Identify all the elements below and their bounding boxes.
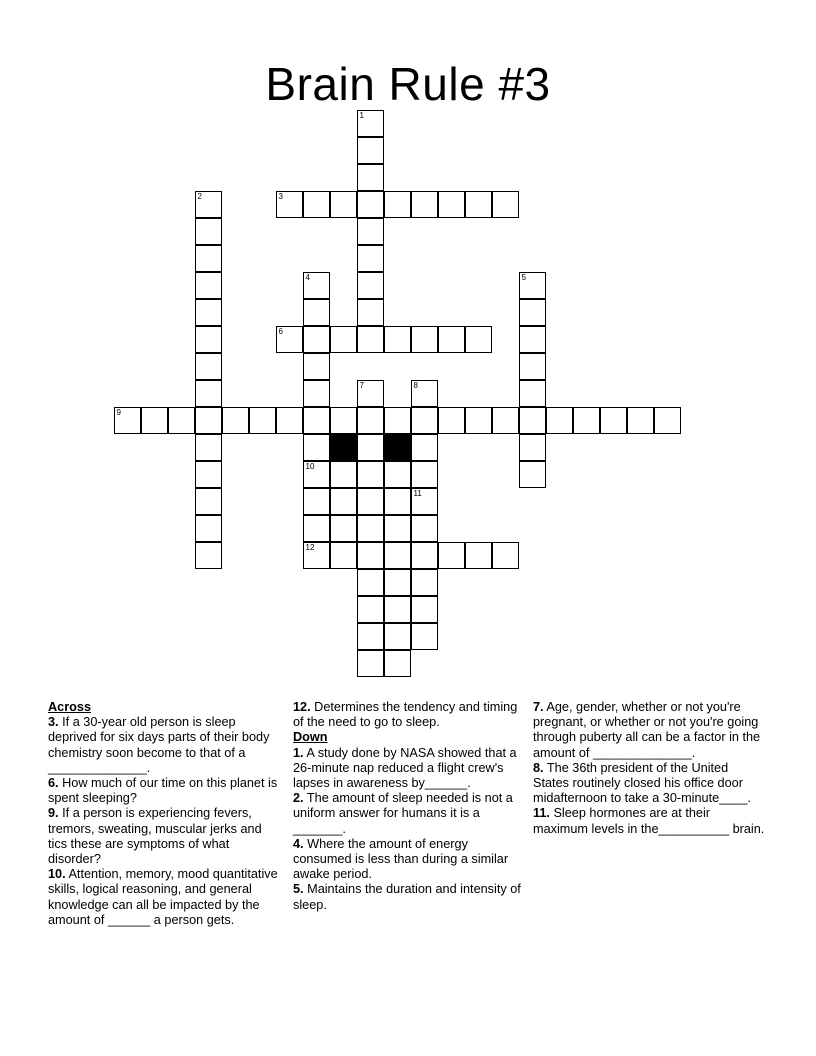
grid-cell-numbered-3[interactable] (276, 191, 303, 218)
clue-text: Where the amount of energy consumed is less than during a similar awake period. (293, 836, 509, 882)
grid-cell[interactable] (411, 596, 438, 623)
grid-cell[interactable] (411, 191, 438, 218)
grid-cell[interactable] (303, 299, 330, 326)
grid-cell[interactable] (465, 326, 492, 353)
clue-number: 4. (293, 836, 304, 851)
grid-cell[interactable] (357, 542, 384, 569)
grid-cell[interactable] (411, 542, 438, 569)
grid-cell[interactable] (357, 164, 384, 191)
grid-cell[interactable] (600, 407, 627, 434)
grid-cell[interactable] (330, 326, 357, 353)
grid-cell[interactable] (519, 353, 546, 380)
clue-text: If a 30-year old person is sleep deprived for six days parts of their body chemistry soon become to that of a ______________. (48, 715, 270, 775)
grid-cell-number: 5 (521, 273, 526, 282)
clue-item (48, 776, 281, 806)
clue-item (533, 806, 766, 836)
grid-cell-numbered-10[interactable] (303, 461, 330, 488)
clue-text: Maintains the duration and intensity of sleep. (293, 882, 521, 912)
clue-number: 5. (293, 882, 304, 897)
grid-cell[interactable] (384, 596, 411, 623)
grid-cell-blocked (384, 434, 411, 461)
grid-cell[interactable] (168, 407, 195, 434)
grid-cell[interactable] (357, 569, 384, 596)
clue-item (48, 867, 281, 928)
grid-cell[interactable] (411, 326, 438, 353)
clue-number: 10. (48, 867, 66, 882)
grid-cell-number: 2 (197, 192, 202, 201)
grid-cell[interactable] (303, 434, 330, 461)
grid-cell-number: 10 (305, 462, 315, 471)
clue-text: Age, gender, whether or not you're pregnant, or whether or not you're going through puberty all can be a factor in the amount of ______________. (533, 700, 761, 760)
grid-cell[interactable] (357, 650, 384, 677)
grid-cell[interactable] (573, 407, 600, 434)
grid-cell[interactable] (195, 218, 222, 245)
grid-cell-numbered-6[interactable] (276, 326, 303, 353)
grid-cell[interactable] (438, 407, 465, 434)
grid-cell-numbered-7[interactable] (357, 380, 384, 407)
clue-item (293, 746, 521, 792)
clue-heading: Down (293, 730, 328, 745)
clue-text: The amount of sleep needed is not a uniform answer for humans it is a _______. (293, 791, 513, 836)
grid-cell[interactable] (465, 407, 492, 434)
grid-cell[interactable] (330, 191, 357, 218)
grid-cell[interactable] (465, 542, 492, 569)
grid-cell[interactable] (357, 218, 384, 245)
grid-cell[interactable] (357, 326, 384, 353)
grid-cell[interactable] (384, 569, 411, 596)
grid-cell-numbered-4[interactable] (303, 272, 330, 299)
grid-cell[interactable] (195, 434, 222, 461)
grid-cell[interactable] (222, 407, 249, 434)
clue-item (48, 715, 281, 776)
grid-cell[interactable] (357, 272, 384, 299)
grid-cell[interactable] (384, 407, 411, 434)
grid-cell[interactable] (411, 623, 438, 650)
grid-cell-numbered-11[interactable] (411, 488, 438, 515)
clue-number: 8. (533, 760, 544, 775)
grid-cell[interactable] (519, 461, 546, 488)
grid-cell-number: 12 (305, 543, 315, 552)
grid-cell[interactable] (303, 191, 330, 218)
clue-column-1 (48, 700, 293, 928)
clue-column-2 (293, 700, 533, 913)
grid-cell[interactable] (195, 380, 222, 407)
grid-cell[interactable] (303, 353, 330, 380)
grid-cell[interactable] (519, 380, 546, 407)
grid-cell-numbered-8[interactable] (411, 380, 438, 407)
clue-item (293, 700, 521, 730)
grid-cell[interactable] (195, 272, 222, 299)
clue-number: 7. (533, 700, 544, 714)
grid-cell[interactable] (330, 542, 357, 569)
clue-text: If a person is experiencing fevers, tremors, sweating, muscular jerks and tics these are symptoms of what disorder? (48, 806, 262, 867)
grid-cell[interactable] (195, 515, 222, 542)
grid-cell[interactable] (141, 407, 168, 434)
clue-number: 3. (48, 715, 59, 730)
grid-cell[interactable] (384, 542, 411, 569)
grid-cell-numbered-1[interactable] (357, 110, 384, 137)
grid-cell[interactable] (438, 542, 465, 569)
grid-cell[interactable] (465, 191, 492, 218)
grid-cell[interactable] (249, 407, 276, 434)
grid-cell[interactable] (384, 623, 411, 650)
clue-number: 9. (48, 806, 59, 821)
grid-cell[interactable] (438, 326, 465, 353)
grid-cell[interactable] (492, 407, 519, 434)
clue-number: 12. (293, 700, 311, 714)
grid-cell[interactable] (357, 137, 384, 164)
grid-cell[interactable] (303, 488, 330, 515)
grid-cell[interactable] (384, 461, 411, 488)
grid-cell[interactable] (357, 488, 384, 515)
grid-cell-numbered-5[interactable] (519, 272, 546, 299)
grid-cell-numbered-2[interactable] (195, 191, 222, 218)
grid-cell[interactable] (411, 461, 438, 488)
grid-cell[interactable] (411, 515, 438, 542)
grid-cell[interactable] (276, 407, 303, 434)
grid-cell[interactable] (357, 191, 384, 218)
grid-cell[interactable] (654, 407, 681, 434)
grid-cell[interactable] (195, 542, 222, 569)
grid-cell[interactable] (492, 542, 519, 569)
grid-cell[interactable] (627, 407, 654, 434)
grid-cell[interactable] (195, 326, 222, 353)
clue-item (48, 806, 281, 867)
grid-cell[interactable] (303, 515, 330, 542)
grid-cell[interactable] (384, 515, 411, 542)
grid-cell[interactable] (411, 434, 438, 461)
grid-cell[interactable] (519, 407, 546, 434)
grid-cell[interactable] (195, 299, 222, 326)
grid-cell[interactable] (384, 650, 411, 677)
grid-cell[interactable] (330, 461, 357, 488)
grid-cell-number: 9 (116, 408, 121, 417)
grid-cell-number: 7 (359, 381, 364, 390)
clue-text: The 36th president of the United States routinely closed his office door midafternoon to take a 30-minute____. (533, 760, 751, 806)
grid-cell[interactable] (519, 299, 546, 326)
grid-cell-number: 8 (413, 381, 418, 390)
grid-cell[interactable] (357, 596, 384, 623)
grid-cell-number: 3 (278, 192, 283, 201)
grid-cell[interactable] (384, 191, 411, 218)
page-title: Brain Rule #3 (265, 57, 551, 110)
grid-cell-numbered-9[interactable] (114, 407, 141, 434)
clues-section (48, 700, 778, 928)
clue-number: 6. (48, 776, 59, 791)
grid-cell[interactable] (330, 488, 357, 515)
grid-cell[interactable] (195, 461, 222, 488)
grid-cell[interactable] (357, 299, 384, 326)
grid-cell-number: 6 (278, 327, 283, 336)
clue-heading: Across (48, 700, 92, 714)
clue-number: 11. (533, 806, 550, 821)
clue-item (293, 837, 521, 883)
grid-cell[interactable] (357, 623, 384, 650)
grid-cell[interactable] (519, 326, 546, 353)
clue-text: Determines the tendency and timing of the need to go to sleep. (293, 700, 518, 730)
clue-number: 1. (293, 745, 304, 760)
grid-cell[interactable] (357, 245, 384, 272)
grid-cell[interactable] (357, 461, 384, 488)
grid-cell-number: 1 (359, 111, 364, 120)
clue-text: Sleep hormones are at their maximum levels in the__________ brain. (533, 806, 765, 836)
grid-cell-number: 11 (413, 489, 422, 498)
grid-cell[interactable] (330, 407, 357, 434)
clue-text: A study done by NASA showed that a 26-minute nap reduced a flight crew's lapses in awareness by______. (293, 745, 517, 791)
grid-cell-numbered-12[interactable] (303, 542, 330, 569)
clue-item (533, 700, 766, 761)
grid-cell[interactable] (195, 353, 222, 380)
crossword-grid (114, 110, 714, 700)
grid-cell[interactable] (303, 326, 330, 353)
clue-item (533, 761, 766, 807)
grid-cell[interactable] (546, 407, 573, 434)
grid-cell[interactable] (492, 191, 519, 218)
grid-cell[interactable] (438, 191, 465, 218)
grid-cell[interactable] (195, 245, 222, 272)
grid-cell[interactable] (357, 434, 384, 461)
grid-cell[interactable] (330, 515, 357, 542)
grid-cell[interactable] (519, 434, 546, 461)
grid-cell[interactable] (303, 380, 330, 407)
grid-cell[interactable] (384, 326, 411, 353)
clue-text: How much of our time on this planet is spent sleeping? (48, 776, 278, 806)
grid-cell[interactable] (384, 488, 411, 515)
grid-cell[interactable] (303, 407, 330, 434)
grid-cell[interactable] (411, 407, 438, 434)
grid-cell[interactable] (357, 515, 384, 542)
clue-column-3 (533, 700, 778, 837)
clue-item (293, 882, 521, 912)
clue-text: Attention, memory, mood quantitative skills, logical reasoning, and general knowledge can all be impacted by the amount of ______ a person gets. (48, 867, 278, 927)
grid-cell-number: 4 (305, 273, 310, 282)
grid-cell-blocked (330, 434, 357, 461)
clue-item (293, 791, 521, 837)
grid-cell[interactable] (195, 407, 222, 434)
grid-cell[interactable] (195, 488, 222, 515)
clue-number: 2. (293, 791, 304, 806)
grid-cell[interactable] (357, 407, 384, 434)
grid-cell[interactable] (411, 569, 438, 596)
